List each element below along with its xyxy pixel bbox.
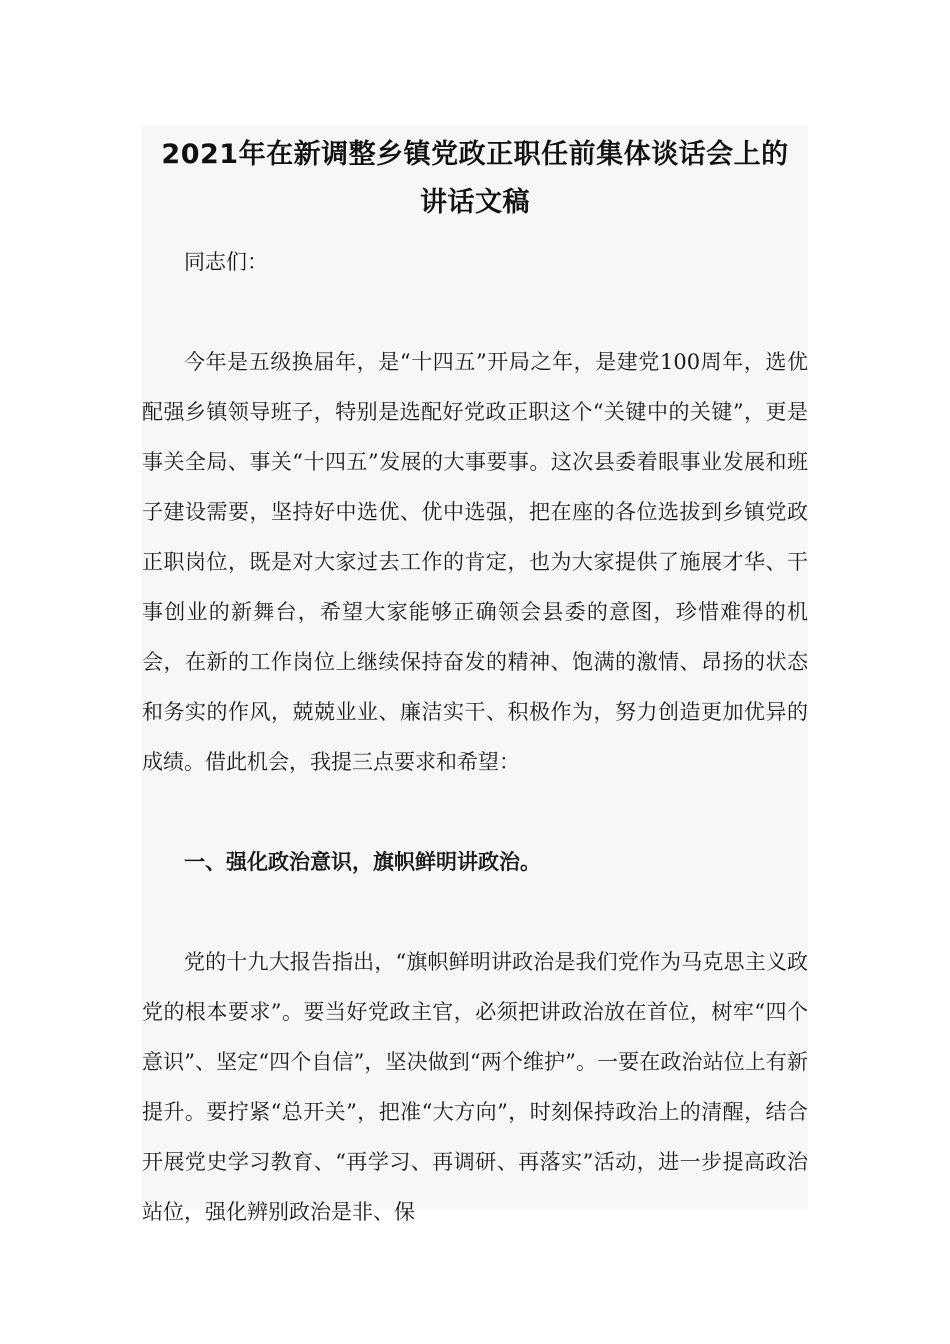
section-heading-1: 一、强化政治意识，旗帜鲜明讲政治。	[184, 850, 541, 874]
title-line-1: 2021年在新调整乡镇党政正职任前集体谈话会上的	[161, 139, 789, 170]
paragraph-intro: 今年是五级换届年，是“十四五”开局之年，是建党100周年，选优配强乡镇领导班子，特别是选配好党政正职这个“关键中的关键”，更是事关全局、事关“十四五”发展的大事要事。这次县委着眼事业发展和班子建设需要，坚持好中选优、优中选强，把在座的各位选拔到乡镇党政正职岗位，既是对大家过去工作的肯定，也为大家提供了施展才华、干事创业的新舞台，希望大家能够正确领会县委的意图，珍惜难得的机会，在新的工作岗位上继续保持奋发的精神、饱满的激情、昂扬的状态和务实的作风，兢兢业业、廉洁实干、积极作为，努力创造更加优异的成绩。借此机会，我提三点要求和希望：	[142, 350, 808, 774]
title-line-2: 讲话文稿	[420, 187, 530, 218]
document-title	[142, 125, 808, 227]
paragraph-section-1: 党的十九大报告指出，“旗帜鲜明讲政治是我们党作为马克思主义政党的根本要求”。要当好党政主官，必须把讲政治放在首位，树牢“四个意识”、坚定“四个自信”，坚决做到“两个维护”。一要在政治站位上有新提升。要拧紧“总开关”，把准“大方向”，时刻保持政治上的清醒，结合开展党史学习教育、“再学习、再调研、再落实”活动，进一步提高政治站位，强化辨别政治是非、保	[142, 950, 808, 1224]
document-page	[142, 125, 808, 1224]
document-body	[142, 237, 808, 1237]
salutation: 同志们：	[184, 250, 268, 274]
